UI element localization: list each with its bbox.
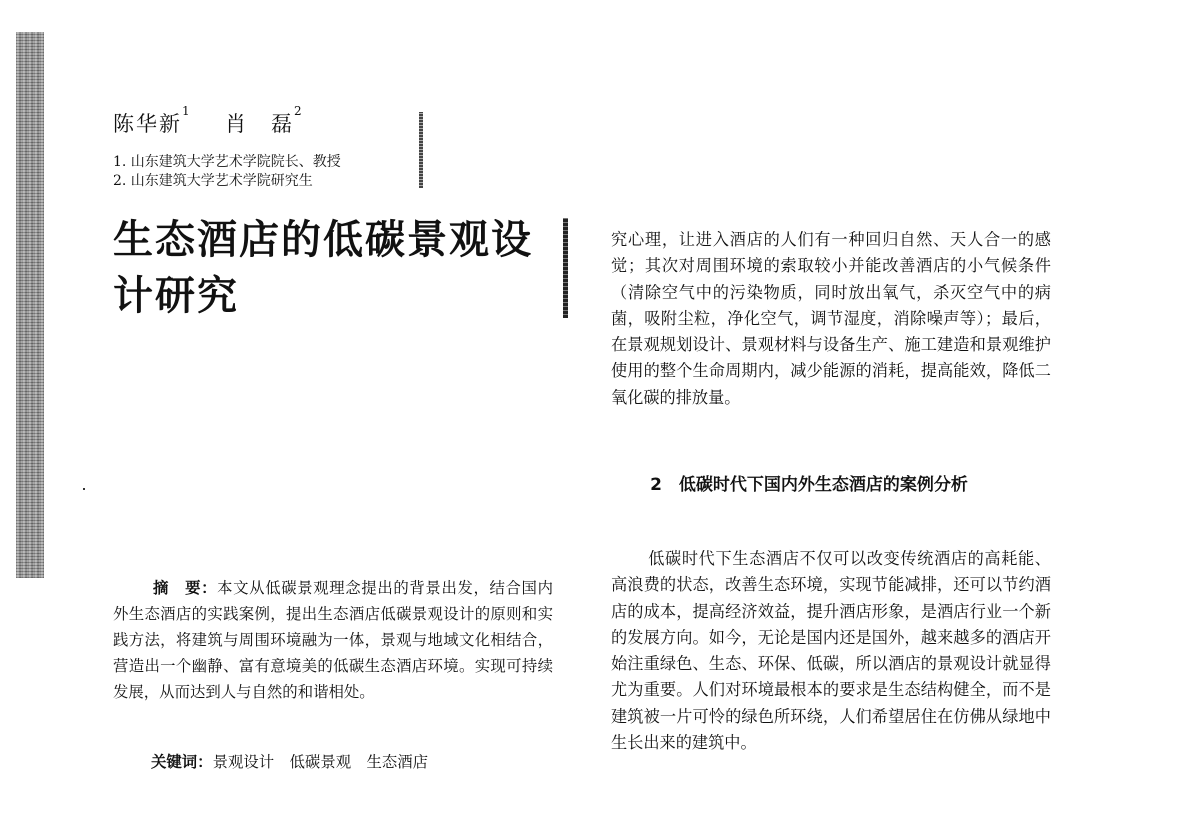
keywords-label: 关键词： (151, 753, 213, 771)
abstract (113, 575, 553, 705)
paper-title: 生态酒店的低碳景观设计研究 (113, 217, 533, 319)
author-name: 肖 磊 (225, 112, 295, 136)
keywords-text: 景观设计 低碳景观 生态酒店 (212, 753, 429, 771)
author-affiliation-mark: 1 (182, 104, 190, 118)
body-paragraph: 究心理，让进入酒店的人们有一种回归自然、天人合一的感觉；其次对周围环境的索取较小并能改善酒店的小气候条件（清除空气中的污染物质，同时放出氧气，杀灭空气中的病菌，吸附尘粒，净化空气，调节湿度，消除噪声等）；最后，在景观规划设计、景观材料与设备生产、施工建造和景观维护使用的整个生命周期内，减少能源的消耗，提高能效，降低二氧化碳的排放量。 (611, 230, 1051, 407)
keywords (151, 750, 428, 772)
author-affiliation-mark: 2 (294, 104, 302, 118)
author-line (113, 104, 302, 138)
author-name: 陈华新 (113, 112, 182, 136)
section-heading: 2 低碳时代下国内外生态酒店的案例分析 (650, 475, 968, 495)
affiliation: 2. 山东建筑大学艺术学院研究生 (113, 173, 313, 189)
affiliation: 1. 山东建筑大学艺术学院院长、教授 (113, 154, 341, 170)
title-rule (563, 218, 568, 318)
author-block-rule (419, 112, 423, 188)
body-paragraph: 低碳时代下生态酒店不仅可以改变传统酒店的高耗能、高浪费的状态，改善生态环境，实现节能减排，还可以节约酒店的成本，提高经济效益，提升酒店形象，是酒店行业一个新的发展方向。如今，无论是国内还是国外，越来越多的酒店开始注重绿色、生态、环保、低碳，所以酒店的景观设计就显得尤为重要。人们对环境最根本的要求是生态结构健全，而不是建筑被一片可怜的绿色所环绕，人们希望居住在仿佛从绿地中生长出来的建筑中。 (611, 549, 1051, 753)
abstract-label: 摘 要： (153, 579, 218, 597)
scan-speck (83, 488, 85, 490)
abstract-text: 本文从低碳景观理念提出的背景出发，结合国内外生态酒店的实践案例，提出生态酒店低碳景观设计的原则和实践方法，将建筑与周围环境融为一体，景观与地域文化相结合，营造出一个幽静、富有意境美的低碳生态酒店环境。实现可持续发展，从而达到人与自然的和谐相处。 (113, 579, 553, 701)
scan-edge-strip (16, 32, 44, 578)
